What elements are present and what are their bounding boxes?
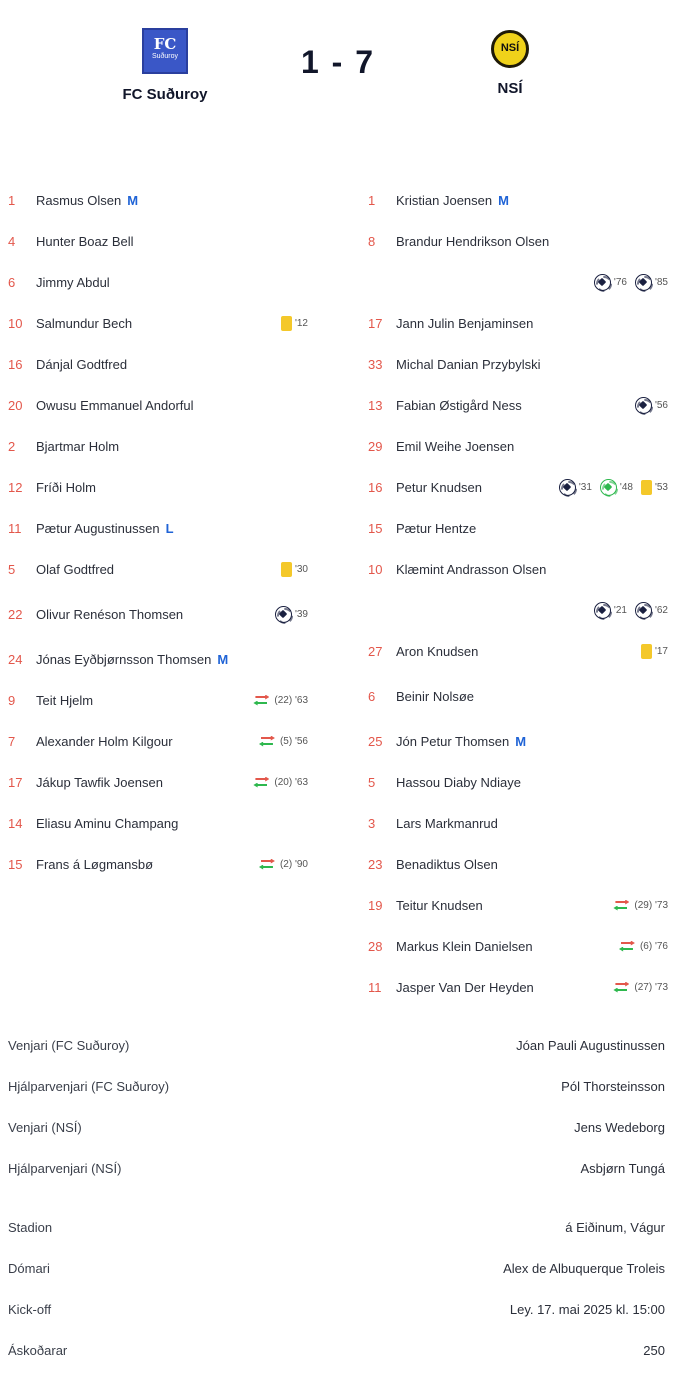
- match-event: [635, 602, 668, 619]
- player-events: [594, 262, 668, 303]
- staff-row: [8, 1066, 665, 1107]
- shirt-number: 19: [368, 898, 383, 913]
- player-name[interactable]: Olaf Godtfred: [36, 562, 115, 577]
- player-role-badge: M: [127, 193, 139, 208]
- shirt-number: 15: [368, 521, 383, 536]
- player-row[interactable]: [8, 803, 308, 844]
- player-row[interactable]: [8, 426, 308, 467]
- event-minute: '76: [613, 277, 627, 288]
- own-goal-icon: [600, 479, 617, 496]
- player-name[interactable]: Fríði Holm: [36, 480, 96, 495]
- player-row[interactable]: [8, 180, 308, 221]
- player-row[interactable]: [8, 385, 308, 426]
- event-minute: '48: [619, 482, 633, 493]
- sub-in-arrow: [613, 906, 627, 911]
- sub-out-arrow: [261, 859, 275, 864]
- player-events: [281, 303, 308, 344]
- shirt-number: 17: [368, 316, 383, 331]
- info-label: Dómari: [8, 1261, 50, 1276]
- player-row[interactable]: [8, 639, 308, 680]
- match-event: [559, 479, 592, 496]
- shirt-number: 25: [368, 734, 383, 749]
- player-name[interactable]: Kristian Joensen: [396, 193, 493, 208]
- substitution-icon: [259, 736, 277, 748]
- event-minute: (5) '56: [279, 736, 308, 747]
- info-label: Stadion: [8, 1220, 53, 1235]
- player-row[interactable]: [368, 844, 668, 885]
- goal-icon: [559, 479, 576, 496]
- player-events: [613, 885, 668, 926]
- info-value: Ley. 17. mai 2025 kl. 15:00: [509, 1302, 665, 1317]
- yellow-card-icon: [281, 562, 292, 577]
- player-row[interactable]: [8, 844, 308, 885]
- player-row[interactable]: [8, 680, 308, 721]
- shirt-number: 5: [8, 562, 16, 577]
- info-row: [8, 1248, 665, 1289]
- event-minute: '31: [578, 482, 592, 493]
- player-role-badge: M: [498, 193, 509, 208]
- yellow-card-icon: [641, 480, 652, 495]
- player-row[interactable]: [368, 385, 668, 426]
- player-name[interactable]: Jónas Eyðbjørnsson Thomsen: [36, 652, 212, 667]
- substitution-icon: [253, 777, 271, 789]
- shirt-number: 9: [8, 693, 16, 708]
- staff-value: Asbjørn Tungá: [580, 1161, 665, 1176]
- info-row: [8, 1207, 665, 1248]
- player-name[interactable]: Lars Markmanrud: [396, 816, 498, 831]
- sub-out-arrow: [255, 777, 269, 782]
- info-value: Alex de Albuquerque Troleis: [503, 1261, 665, 1276]
- shirt-number: 20: [8, 398, 23, 413]
- player-name[interactable]: Teit Hjelm: [36, 693, 94, 708]
- player-events: [635, 385, 668, 426]
- player-events: [559, 467, 668, 508]
- event-minute: (6) '76: [639, 941, 668, 952]
- player-row[interactable]: [8, 303, 308, 344]
- event-minute: '21: [613, 605, 627, 616]
- match-event: [600, 479, 633, 496]
- match-event: [641, 644, 668, 659]
- player-name[interactable]: Rasmus Olsen: [36, 193, 122, 208]
- shirt-number: 6: [368, 689, 376, 704]
- player-name[interactable]: Benadiktus Olsen: [396, 857, 498, 872]
- sub-out-arrow: [255, 695, 269, 700]
- player-events: [281, 549, 308, 590]
- goal-icon: [635, 274, 652, 291]
- goal-icon: [275, 606, 292, 623]
- event-minute: '30: [294, 564, 308, 575]
- staff-row: [8, 1148, 665, 1189]
- event-minute: (29) '73: [634, 900, 668, 911]
- home-logo-subtext: Suðuroy: [151, 53, 179, 60]
- player-role-badge: M: [217, 652, 229, 667]
- shirt-number: 28: [368, 939, 383, 954]
- player-name[interactable]: Olivur Renéson Thomsen: [36, 607, 184, 622]
- player-name[interactable]: Eliasu Aminu Champang: [36, 816, 179, 831]
- info-row: [8, 1289, 665, 1330]
- info-value: á Eiðinum, Vágur: [565, 1220, 665, 1235]
- shirt-number: 10: [368, 562, 383, 577]
- match-header: [0, 0, 673, 140]
- staff-label: Hjálparvenjari (FC Suðuroy): [8, 1079, 170, 1094]
- player-name[interactable]: Teitur Knudsen: [396, 898, 483, 913]
- player-events: [619, 926, 668, 967]
- player-row[interactable]: [8, 721, 308, 762]
- staff-value: Jens Wedeborg: [574, 1120, 665, 1135]
- player-name[interactable]: Jasper Van Der Heyden: [396, 980, 534, 995]
- player-name[interactable]: Fabian Østigård Ness: [396, 398, 522, 413]
- event-minute: (20) '63: [274, 777, 308, 788]
- player-name[interactable]: Beinir Nolsøe: [396, 689, 475, 704]
- player-row[interactable]: [8, 762, 308, 803]
- player-row[interactable]: [8, 221, 308, 262]
- player-row[interactable]: [368, 721, 668, 762]
- player-name[interactable]: Hunter Boaz Bell: [36, 234, 134, 249]
- substitution-icon: [613, 982, 631, 994]
- match-event: [253, 695, 308, 707]
- player-row[interactable]: [368, 672, 668, 721]
- staff-row: [8, 1025, 665, 1066]
- staff-list: [8, 1025, 665, 1189]
- shirt-number: 22: [8, 607, 23, 622]
- away-team[interactable]: [435, 30, 585, 97]
- player-row[interactable]: [8, 590, 308, 639]
- shirt-number: 24: [8, 652, 23, 667]
- staff-label: Hjálparvenjari (NSÍ): [8, 1161, 122, 1176]
- goal-icon: [594, 602, 611, 619]
- player-row[interactable]: [368, 467, 668, 508]
- player-name[interactable]: Owusu Emmanuel Andorful: [36, 398, 194, 413]
- player-name[interactable]: Hassou Diaby Ndiaye: [396, 775, 522, 790]
- info-row: [8, 1330, 665, 1371]
- player-name[interactable]: Frans á Løgmansbø: [36, 857, 154, 872]
- match-event: [259, 736, 308, 748]
- match-event: [281, 562, 308, 577]
- goal-icon: [594, 274, 611, 291]
- shirt-number: 3: [368, 816, 376, 831]
- player-name[interactable]: Klæmint Andrasson Olsen: [396, 562, 547, 577]
- event-minute: (22) '63: [274, 695, 308, 706]
- info-value: 250: [643, 1343, 665, 1358]
- player-name[interactable]: Brandur Hendrikson Olsen: [396, 234, 550, 249]
- player-row[interactable]: [8, 508, 308, 549]
- staff-label: Venjari (NSÍ): [8, 1120, 82, 1135]
- sub-in-arrow: [619, 947, 633, 952]
- player-events: [641, 631, 668, 672]
- shirt-number: 33: [368, 357, 383, 372]
- staff-row: [8, 1107, 665, 1148]
- staff-label: Venjari (FC Suðuroy): [8, 1038, 130, 1053]
- match-event: [594, 602, 627, 619]
- match-score: 1 - 7: [300, 44, 376, 80]
- player-events: [594, 590, 668, 631]
- player-role-badge: L: [165, 521, 174, 536]
- sub-out-arrow: [621, 941, 635, 946]
- match-info-list: [8, 1207, 665, 1371]
- event-minute: '56: [654, 400, 668, 411]
- shirt-number: 15: [8, 857, 23, 872]
- event-minute: (2) '90: [279, 859, 308, 870]
- player-events: [259, 721, 308, 762]
- event-minute: '62: [654, 605, 668, 616]
- away-team-name[interactable]: NSÍ: [497, 80, 523, 97]
- shirt-number: 11: [8, 521, 22, 536]
- sub-in-arrow: [259, 865, 273, 870]
- sub-in-arrow: [253, 783, 267, 788]
- shirt-number: 27: [368, 644, 383, 659]
- shirt-number: 10: [8, 316, 23, 331]
- shirt-number: 12: [8, 480, 23, 495]
- home-team-name[interactable]: FC Suðuroy: [122, 86, 208, 103]
- match-event: [275, 606, 308, 623]
- player-name[interactable]: Jákup Tawfik Joensen: [36, 775, 163, 790]
- shirt-number: 29: [368, 439, 383, 454]
- player-row[interactable]: [368, 508, 668, 549]
- event-minute: '17: [654, 646, 668, 657]
- shirt-number: 17: [8, 775, 23, 790]
- shirt-number: 1: [8, 193, 16, 208]
- shirt-number: 11: [368, 980, 382, 995]
- player-row[interactable]: [368, 967, 668, 1008]
- home-team-logo: [142, 28, 188, 74]
- player-name[interactable]: Markus Klein Danielsen: [396, 939, 533, 954]
- staff-value: Pól Thorsteinsson: [561, 1079, 665, 1094]
- event-minute: (27) '73: [634, 982, 668, 993]
- player-name[interactable]: Dánjal Godtfred: [36, 357, 128, 372]
- match-event: [281, 316, 308, 331]
- home-lineup: [8, 180, 308, 885]
- match-event: [641, 480, 668, 495]
- match-event: [635, 397, 668, 414]
- goal-icon: [635, 602, 652, 619]
- player-name[interactable]: Petur Knudsen: [396, 480, 483, 495]
- lineups: [0, 180, 673, 1010]
- player-row[interactable]: [368, 303, 668, 344]
- event-minute: '12: [294, 318, 308, 329]
- player-row[interactable]: [368, 590, 668, 631]
- info-label: Áskoðarar: [8, 1343, 68, 1358]
- player-name[interactable]: Jón Petur Thomsen: [396, 734, 510, 749]
- player-name[interactable]: Michal Danian Przybylski: [396, 357, 541, 372]
- player-row[interactable]: [368, 426, 668, 467]
- player-row[interactable]: [8, 549, 308, 590]
- player-row[interactable]: [8, 262, 308, 303]
- player-row[interactable]: [368, 885, 668, 926]
- away-team-logo: [491, 30, 529, 68]
- info-label: Kick-off: [8, 1302, 52, 1317]
- away-logo-text: NSÍ: [500, 42, 520, 54]
- substitution-icon: [613, 900, 631, 912]
- shirt-number: 2: [8, 439, 16, 454]
- player-events: [275, 590, 308, 639]
- player-row[interactable]: [368, 803, 668, 844]
- shirt-number: 16: [368, 480, 383, 495]
- event-minute: '39: [294, 609, 308, 620]
- player-row[interactable]: [368, 926, 668, 967]
- substitution-icon: [253, 695, 271, 707]
- yellow-card-icon: [281, 316, 292, 331]
- home-team[interactable]: [90, 28, 240, 103]
- match-event: [635, 274, 668, 291]
- player-name[interactable]: Alexander Holm Kilgour: [36, 734, 173, 749]
- player-row[interactable]: [368, 262, 668, 303]
- match-event: [619, 941, 668, 953]
- player-name[interactable]: Pætur Hentze: [396, 521, 477, 536]
- sub-out-arrow: [615, 982, 629, 987]
- player-row[interactable]: [368, 180, 668, 221]
- player-name[interactable]: Jann Julin Benjaminsen: [396, 316, 534, 331]
- shirt-number: 13: [368, 398, 383, 413]
- player-events: [613, 967, 668, 1008]
- player-role-badge: M: [515, 734, 527, 749]
- staff-value: Jóan Pauli Augustinussen: [516, 1038, 665, 1053]
- player-name[interactable]: Emil Weihe Joensen: [396, 439, 515, 454]
- shirt-number: 14: [8, 816, 23, 831]
- player-row[interactable]: [8, 344, 308, 385]
- player-name[interactable]: Jimmy Abdul: [36, 275, 110, 290]
- player-row[interactable]: [368, 221, 668, 262]
- sub-out-arrow: [261, 736, 275, 741]
- match-event: [253, 777, 308, 789]
- match-event: [594, 274, 627, 291]
- event-minute: '53: [654, 482, 668, 493]
- sub-in-arrow: [253, 701, 267, 706]
- shirt-number: 7: [8, 734, 16, 749]
- match-event: [259, 859, 308, 871]
- shirt-number: 16: [8, 357, 23, 372]
- shirt-number: 8: [368, 234, 376, 249]
- player-name[interactable]: Salmundur Bech: [36, 316, 133, 331]
- player-row[interactable]: [368, 344, 668, 385]
- goal-icon: [635, 397, 652, 414]
- player-events: [253, 680, 308, 721]
- sub-in-arrow: [259, 742, 273, 747]
- shirt-number: 4: [8, 234, 16, 249]
- player-name[interactable]: Pætur Augustinussen: [36, 521, 160, 536]
- substitution-icon: [259, 859, 277, 871]
- shirt-number: 6: [8, 275, 16, 290]
- away-lineup: [368, 180, 668, 1008]
- player-row[interactable]: [368, 549, 668, 590]
- shirt-number: 23: [368, 857, 383, 872]
- sub-out-arrow: [615, 900, 629, 905]
- player-events: [259, 844, 308, 885]
- substitution-icon: [619, 941, 637, 953]
- player-name[interactable]: Bjartmar Holm: [36, 439, 120, 454]
- yellow-card-icon: [641, 644, 652, 659]
- sub-in-arrow: [613, 988, 627, 993]
- match-event: [613, 900, 668, 912]
- match-event: [613, 982, 668, 994]
- event-minute: '85: [654, 277, 668, 288]
- player-name[interactable]: Aron Knudsen: [396, 644, 479, 659]
- home-logo-text: FC: [153, 35, 177, 53]
- player-row[interactable]: [8, 467, 308, 508]
- player-row[interactable]: [368, 631, 668, 672]
- player-row[interactable]: [368, 762, 668, 803]
- shirt-number: 5: [368, 775, 376, 790]
- player-events: [253, 762, 308, 803]
- shirt-number: 1: [368, 193, 376, 208]
